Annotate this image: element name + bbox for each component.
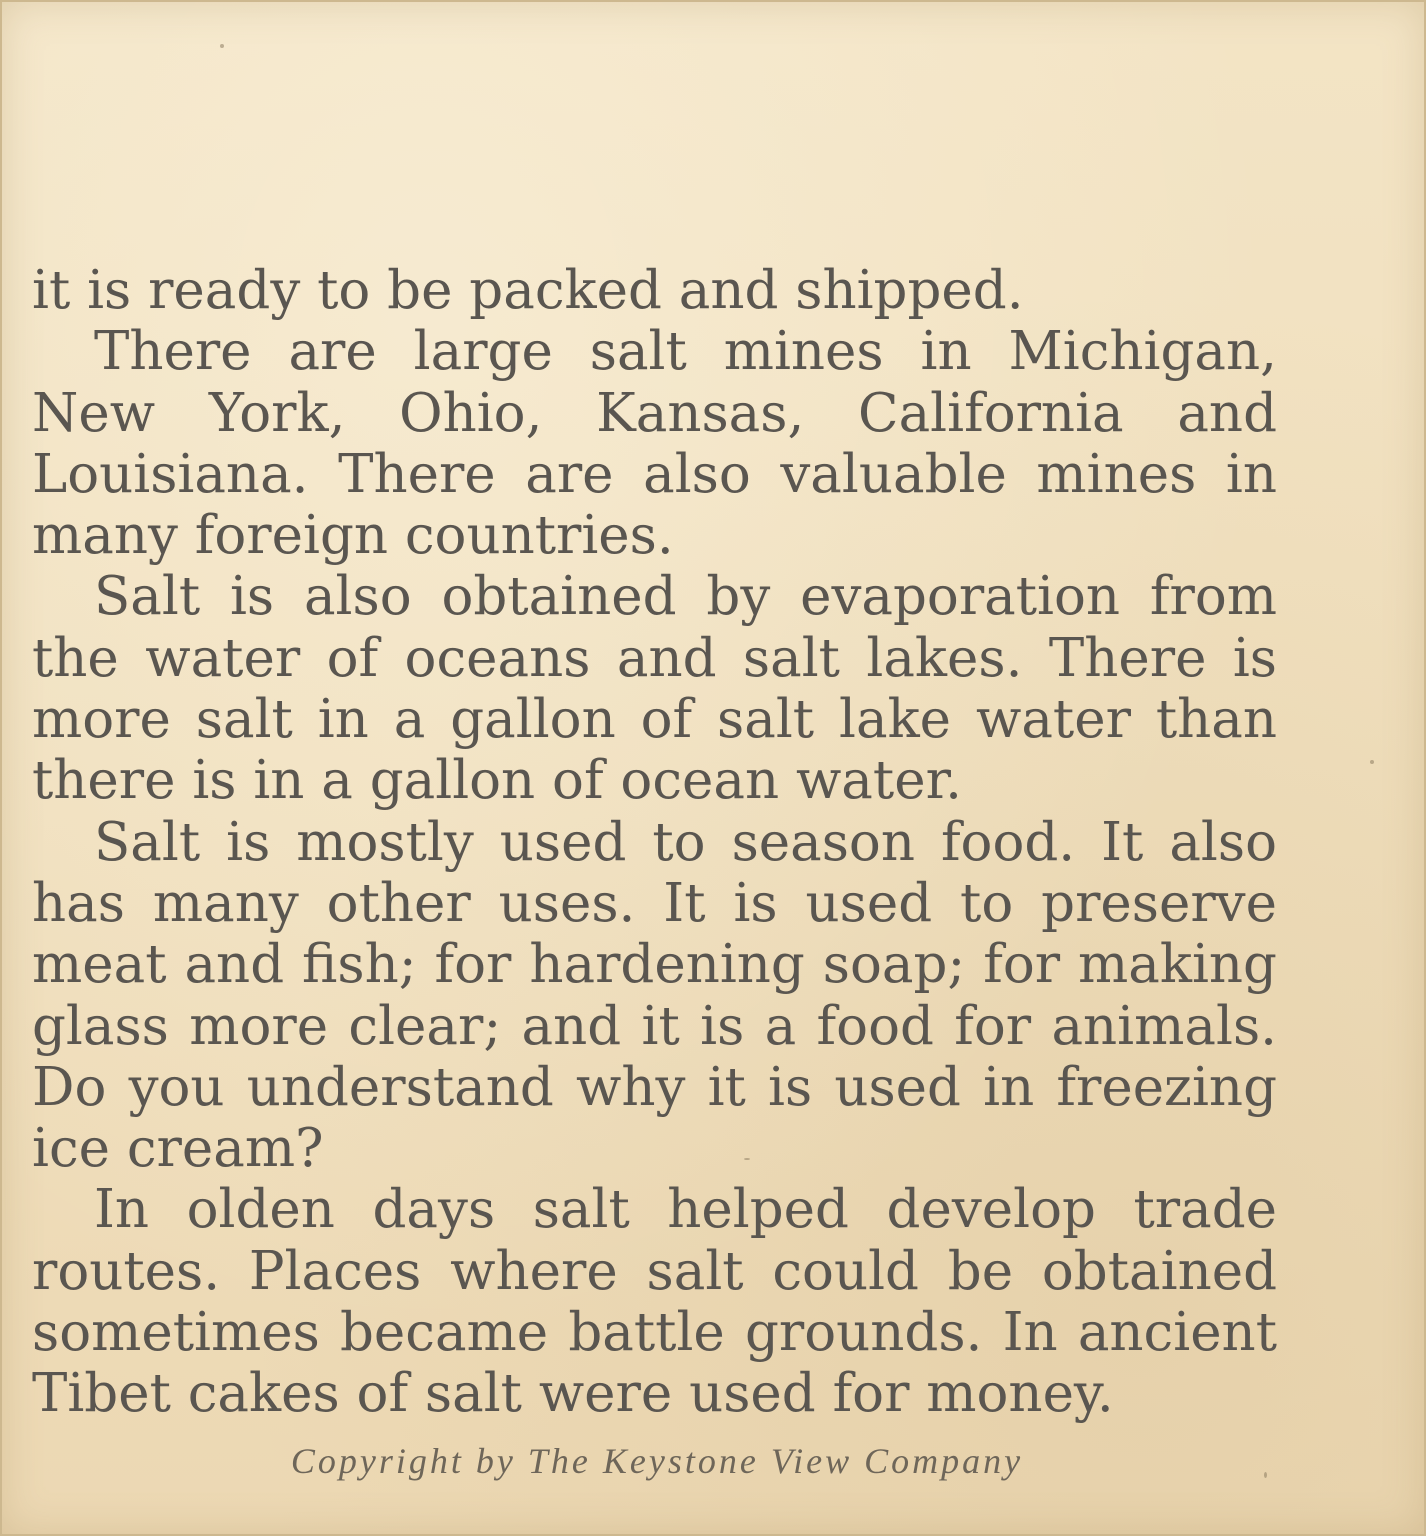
copyright-line: Copyright by The Keystone View Company bbox=[290, 1441, 1024, 1481]
paper-speck bbox=[1370, 760, 1374, 764]
paragraph-2: There are large salt mines in Michigan, New York, Ohio, Kansas, California and Louisiana. There are also valuable mines in many foreign countries. bbox=[32, 321, 1277, 567]
paper-speck bbox=[744, 1158, 750, 1160]
body-text bbox=[32, 260, 1277, 1425]
paragraph-5: In olden days salt helped develop trade routes. Places where salt could be obtained sometimes became battle grounds. In ancient Tibet cakes of salt were used for money. bbox=[32, 1179, 1277, 1425]
paragraph-4: Salt is mostly used to season food. It also has many other uses. It is used to preserve meat and fish; for hardening soap; for making glass more clear; and it is a food for animals. Do you understand why it is used in freezing ice cream? bbox=[32, 811, 1277, 1180]
paragraph-1: it is ready to be packed and shipped. bbox=[32, 260, 1024, 321]
paper-speck bbox=[220, 44, 224, 48]
paragraph-3: Salt is also obtained by evaporation from the water of oceans and salt lakes. There is more salt in a gallon of salt lake water than there is in a gallon of ocean water. bbox=[32, 566, 1277, 812]
paper-speck bbox=[1264, 1472, 1267, 1478]
